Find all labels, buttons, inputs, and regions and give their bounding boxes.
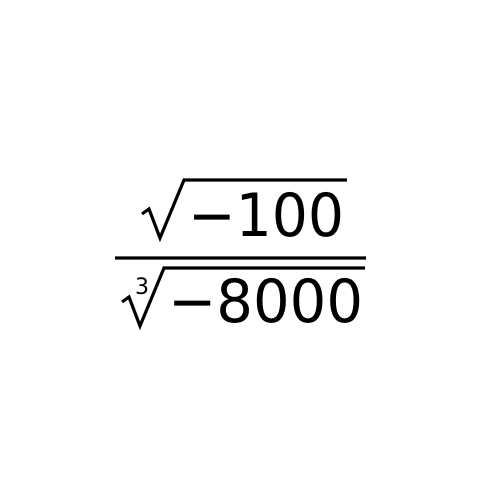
numerator bbox=[142, 180, 347, 251]
denominator-root-index: 3 bbox=[135, 275, 149, 300]
denominator bbox=[122, 267, 365, 337]
denominator-radicand: −8000 bbox=[168, 267, 363, 337]
numerator-radicand: −100 bbox=[188, 181, 344, 251]
